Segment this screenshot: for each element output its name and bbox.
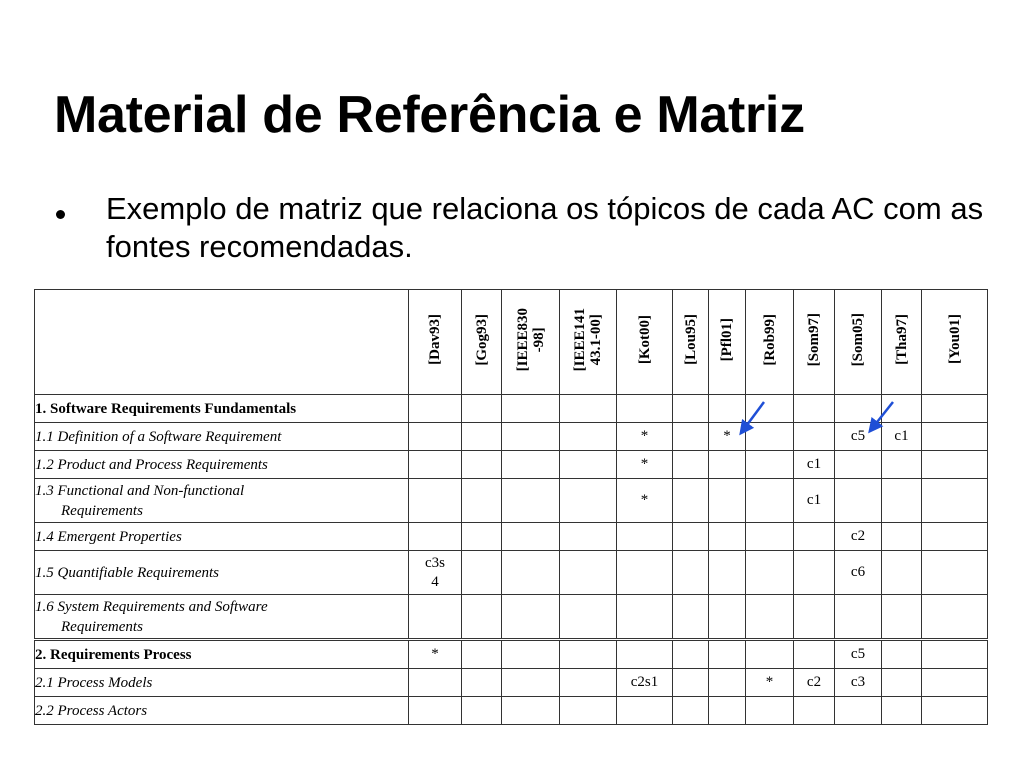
matrix-cell xyxy=(922,523,988,551)
matrix-cell xyxy=(409,669,462,697)
column-header-label: [Kot00] xyxy=(636,314,653,365)
matrix-cell: c1 xyxy=(882,423,922,451)
column-header-label: [Lou95] xyxy=(682,314,699,365)
matrix-header-row xyxy=(35,290,988,395)
matrix-cell xyxy=(882,551,922,595)
topic-cell xyxy=(35,669,409,697)
column-header-1 xyxy=(462,290,502,395)
matrix-cell: c2s1 xyxy=(617,669,673,697)
column-header-6 xyxy=(709,290,746,395)
matrix-cell xyxy=(462,669,502,697)
matrix-row xyxy=(35,697,988,725)
matrix-cell xyxy=(746,451,794,479)
matrix-cell xyxy=(746,551,794,595)
matrix-cell xyxy=(794,551,835,595)
matrix-cell xyxy=(882,523,922,551)
matrix-cell xyxy=(794,395,835,423)
matrix-cell xyxy=(922,595,988,640)
matrix-cell xyxy=(462,595,502,640)
matrix-cell xyxy=(882,697,922,725)
matrix-cell xyxy=(409,423,462,451)
matrix-cell xyxy=(502,523,560,551)
matrix-cell xyxy=(794,640,835,669)
column-header-label: [Pfl01] xyxy=(719,317,735,362)
matrix-cell xyxy=(673,697,709,725)
column-header-label: [Dav93] xyxy=(427,314,443,365)
matrix-cell xyxy=(673,640,709,669)
topic-cell xyxy=(35,479,409,523)
topic-label: 1.6 System Requirements and Software xyxy=(35,598,268,615)
matrix-cell xyxy=(882,451,922,479)
matrix-cell xyxy=(673,551,709,595)
column-header-label: [Tha97] xyxy=(893,314,910,365)
matrix-cell xyxy=(835,697,882,725)
matrix-cell xyxy=(502,595,560,640)
matrix-row xyxy=(35,451,988,479)
column-header-5 xyxy=(673,290,709,395)
column-header-3 xyxy=(560,290,617,395)
topic-header xyxy=(35,290,409,395)
matrix-cell xyxy=(462,523,502,551)
matrix-cell xyxy=(835,479,882,523)
topic-label: 2.2 Process Actors xyxy=(35,702,148,719)
matrix-cell xyxy=(462,451,502,479)
column-header-8 xyxy=(794,290,835,395)
matrix-row xyxy=(35,595,988,640)
matrix-cell xyxy=(794,595,835,640)
matrix-cell xyxy=(673,595,709,640)
topic-cell xyxy=(35,523,409,551)
matrix-row xyxy=(35,395,988,423)
matrix-cell: * xyxy=(746,669,794,697)
matrix-cell xyxy=(560,479,617,523)
column-header-label: [Som05] xyxy=(850,312,866,367)
matrix-table-container xyxy=(34,289,987,719)
topic-label: 1.5 Quantifiable Requirements xyxy=(35,564,219,581)
column-header-2 xyxy=(502,290,560,395)
matrix-cell xyxy=(709,551,746,595)
matrix-cell xyxy=(922,395,988,423)
matrix-cell xyxy=(673,669,709,697)
bullet-text: Exemplo de matriz que relaciona os tópicos de cada AC com as fontes recomendadas. xyxy=(106,191,984,264)
matrix-cell xyxy=(502,669,560,697)
matrix-cell xyxy=(835,395,882,423)
matrix-cell xyxy=(560,669,617,697)
matrix-row xyxy=(35,640,988,669)
matrix-cell xyxy=(922,423,988,451)
reference-matrix xyxy=(34,289,988,725)
matrix-cell xyxy=(409,451,462,479)
matrix-cell xyxy=(409,523,462,551)
matrix-cell: c2 xyxy=(794,669,835,697)
column-header-11 xyxy=(922,290,988,395)
matrix-cell xyxy=(794,423,835,451)
matrix-cell xyxy=(922,669,988,697)
column-header-4 xyxy=(617,290,673,395)
column-header-7 xyxy=(746,290,794,395)
matrix-cell xyxy=(709,479,746,523)
matrix-cell xyxy=(560,523,617,551)
matrix-cell xyxy=(794,697,835,725)
matrix-cell: * xyxy=(709,423,746,451)
matrix-cell: c3s 4 xyxy=(409,551,462,595)
matrix-cell xyxy=(709,640,746,669)
matrix-cell: c1 xyxy=(794,451,835,479)
topic-label: 1.3 Functional and Non-functional xyxy=(35,482,245,499)
topic-label: 1. Software Requirements Fundamentals xyxy=(35,400,297,417)
matrix-cell xyxy=(746,640,794,669)
topic-label: 2. Requirements Process xyxy=(35,646,192,663)
slide-title: Material de Referência e Matriz xyxy=(54,86,805,144)
matrix-cell xyxy=(462,697,502,725)
matrix-cell xyxy=(560,395,617,423)
topic-cell xyxy=(35,595,409,640)
matrix-cell xyxy=(746,697,794,725)
matrix-cell xyxy=(502,697,560,725)
matrix-cell xyxy=(922,697,988,725)
matrix-cell xyxy=(409,479,462,523)
matrix-cell xyxy=(835,451,882,479)
matrix-cell xyxy=(922,551,988,595)
matrix-row xyxy=(35,523,988,551)
matrix-cell xyxy=(709,451,746,479)
matrix-cell xyxy=(462,479,502,523)
matrix-cell xyxy=(462,640,502,669)
matrix-cell xyxy=(462,423,502,451)
matrix-cell xyxy=(502,451,560,479)
matrix-cell xyxy=(673,451,709,479)
topic-cell xyxy=(35,640,409,669)
matrix-cell xyxy=(746,395,794,423)
matrix-cell xyxy=(409,395,462,423)
matrix-cell xyxy=(560,697,617,725)
matrix-row xyxy=(35,423,988,451)
matrix-cell xyxy=(882,669,922,697)
matrix-cell xyxy=(882,395,922,423)
topic-label: 2.1 Process Models xyxy=(35,674,153,691)
matrix-cell: c5 xyxy=(835,423,882,451)
matrix-cell: c6 xyxy=(835,551,882,595)
matrix-row xyxy=(35,551,988,595)
matrix-cell xyxy=(462,551,502,595)
matrix-cell xyxy=(794,523,835,551)
topic-cell xyxy=(35,697,409,725)
matrix-cell xyxy=(746,423,794,451)
matrix-cell xyxy=(462,395,502,423)
column-header-0 xyxy=(409,290,462,395)
matrix-cell: c1 xyxy=(794,479,835,523)
column-header-9 xyxy=(835,290,882,395)
matrix-cell xyxy=(709,595,746,640)
bullet-dot xyxy=(56,210,65,219)
matrix-cell xyxy=(617,395,673,423)
matrix-cell xyxy=(709,669,746,697)
matrix-cell xyxy=(617,523,673,551)
topic-label: 1.1 Definition of a Software Requirement xyxy=(35,428,282,445)
matrix-cell xyxy=(673,479,709,523)
matrix-cell xyxy=(746,523,794,551)
matrix-cell xyxy=(882,640,922,669)
column-header-label: [Rob99] xyxy=(761,313,778,366)
matrix-cell xyxy=(673,395,709,423)
matrix-cell xyxy=(882,595,922,640)
column-header-label: [IEEE830 -98] xyxy=(514,307,547,372)
column-header-label: [Som97] xyxy=(806,312,822,367)
matrix-row xyxy=(35,479,988,523)
matrix-cell xyxy=(560,423,617,451)
matrix-cell xyxy=(617,595,673,640)
matrix-cell xyxy=(560,595,617,640)
column-header-10 xyxy=(882,290,922,395)
matrix-cell xyxy=(746,595,794,640)
matrix-body xyxy=(35,395,988,725)
matrix-cell: * xyxy=(617,479,673,523)
matrix-cell: c3 xyxy=(835,669,882,697)
matrix-cell xyxy=(560,640,617,669)
matrix-cell xyxy=(922,451,988,479)
matrix-cell: * xyxy=(409,640,462,669)
column-header-label: [Gog93] xyxy=(473,313,490,366)
matrix-cell: * xyxy=(617,451,673,479)
matrix-cell xyxy=(409,697,462,725)
topic-label: 1.4 Emergent Properties xyxy=(35,528,182,545)
column-header-label: [You01] xyxy=(946,314,963,365)
matrix-cell: c2 xyxy=(835,523,882,551)
topic-cell xyxy=(35,395,409,423)
topic-label: Requirements xyxy=(61,502,143,519)
matrix-cell xyxy=(502,395,560,423)
matrix-cell xyxy=(502,423,560,451)
matrix-cell xyxy=(673,523,709,551)
matrix-cell xyxy=(560,451,617,479)
matrix-cell xyxy=(746,479,794,523)
matrix-cell xyxy=(922,640,988,669)
topic-cell xyxy=(35,451,409,479)
matrix-cell xyxy=(835,595,882,640)
topic-label: Requirements xyxy=(61,618,143,635)
topic-cell xyxy=(35,423,409,451)
matrix-cell xyxy=(502,640,560,669)
matrix-cell xyxy=(709,697,746,725)
matrix-cell xyxy=(617,697,673,725)
matrix-cell xyxy=(502,551,560,595)
column-header-label: [IEEE141 43.1-00] xyxy=(572,307,604,372)
topic-label: 1.2 Product and Process Requirements xyxy=(35,456,268,473)
matrix-cell: c5 xyxy=(835,640,882,669)
matrix-cell xyxy=(409,595,462,640)
matrix-cell xyxy=(502,479,560,523)
matrix-cell xyxy=(882,479,922,523)
topic-cell xyxy=(35,551,409,595)
matrix-row xyxy=(35,669,988,697)
matrix-cell xyxy=(922,479,988,523)
matrix-cell xyxy=(709,523,746,551)
matrix-cell xyxy=(617,640,673,669)
matrix-cell xyxy=(617,551,673,595)
matrix-cell: * xyxy=(617,423,673,451)
matrix-cell xyxy=(709,395,746,423)
matrix-cell xyxy=(560,551,617,595)
matrix-cell xyxy=(673,423,709,451)
